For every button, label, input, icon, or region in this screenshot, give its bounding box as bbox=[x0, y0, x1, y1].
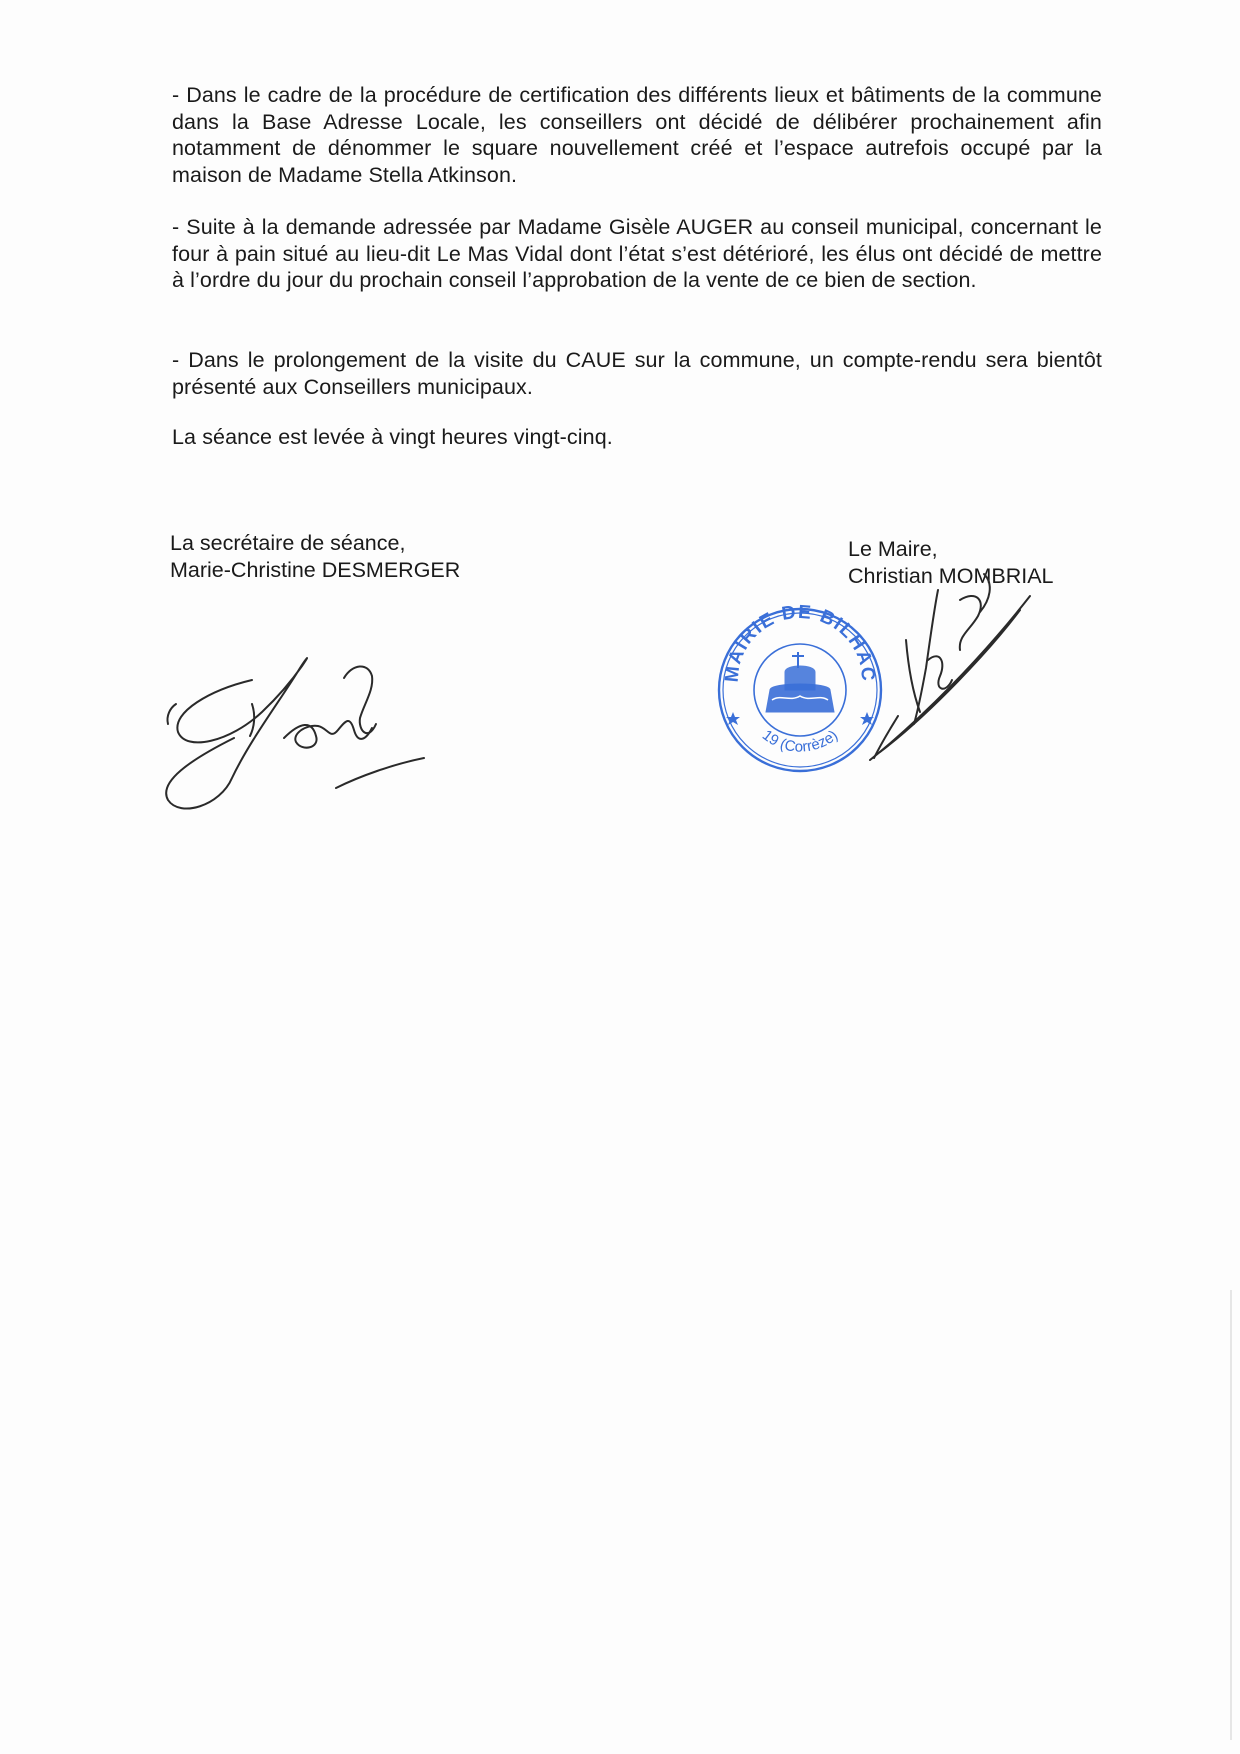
paragraph-text: - Dans le cadre de la procédure de certification des différents lieux et bâtiments de la commune dans la Base Adresse Locale, les conseillers ont décidé de délibérer prochainement afin notamment de dénommer le square nouvellement créé et l’espace autrefois occupé par la maison de Madame Stella Atkinson. bbox=[172, 83, 1102, 187]
secretary-name: Marie-Christine DESMERGER bbox=[170, 557, 461, 582]
closing-text: La séance est levée à vingt heures vingt-cinq. bbox=[172, 425, 613, 449]
paragraph-text: - Dans le prolongement de la visite du CAUE sur la commune, un compte-rendu sera bientôt présenté aux Conseillers municipaux. bbox=[172, 348, 1102, 399]
paragraph-text: - Suite à la demande adressée par Madame Gisèle AUGER au conseil municipal, concernant le four à pain situé au lieu-dit Le Mas Vidal dont l’état s’est détérioré, les élus ont décidé de mettre à l’ordre du jour du prochain conseil l’approbation de la vente de ce bien de section. bbox=[172, 215, 1102, 292]
scan-edge-line bbox=[1230, 1290, 1232, 1740]
secretary-role: La secrétaire de séance, bbox=[170, 531, 406, 555]
stamp-top-text: MAIRIE DE BILHAC bbox=[721, 601, 879, 684]
mayor-role: Le Maire, bbox=[848, 537, 938, 561]
stamp-bottom-text: 19 (Corrèze) bbox=[758, 726, 842, 756]
mayor-name: Christian MOMBRIAL bbox=[848, 563, 1054, 588]
